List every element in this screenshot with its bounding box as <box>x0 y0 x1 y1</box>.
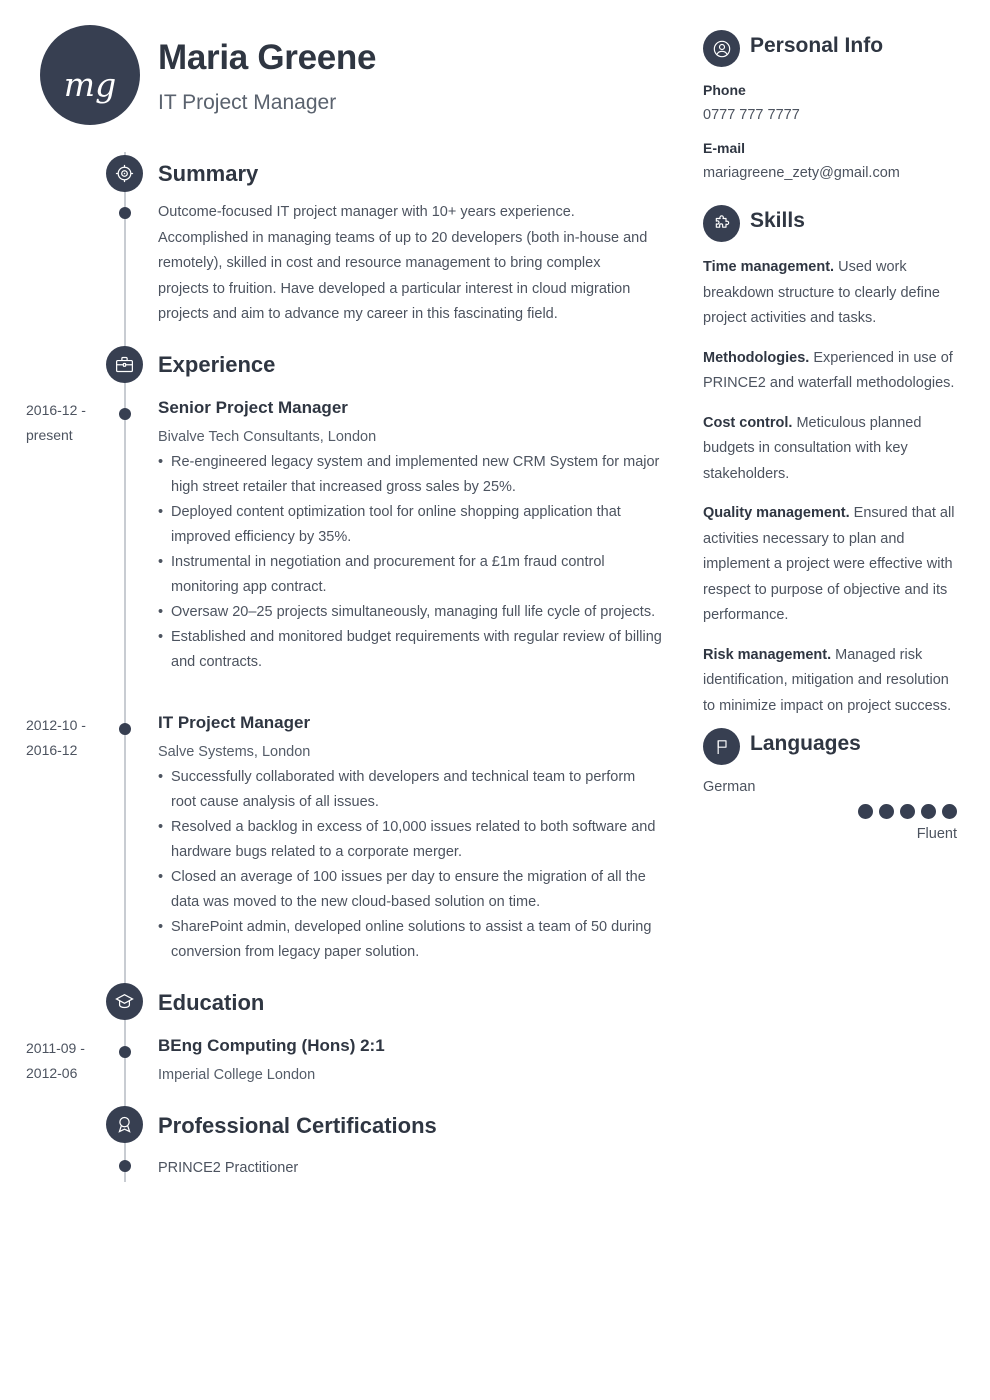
flag-icon <box>703 728 740 765</box>
user-icon <box>703 30 740 67</box>
list-item: • Successfully collaborated with developers and technical team to perform root cause analysis of all issues. <box>158 765 663 815</box>
entry-company: Salve Systems, London <box>158 744 311 760</box>
skill-item <box>703 643 961 720</box>
skill-description: Meticulous planned budgets in consultation with key stakeholders. <box>703 414 922 482</box>
graduation-cap-icon <box>106 983 143 1020</box>
field-label-phone: Phone <box>703 82 746 98</box>
skill-description: Experienced in use of PRINCE2 and waterfall methodologies. <box>703 349 955 391</box>
section-title-experience: Experience <box>158 352 276 377</box>
entry-degree: BEng Computing (Hons) 2:1 <box>158 1036 385 1055</box>
skill-name: Quality management. <box>703 505 850 521</box>
section-title-education: Education <box>158 990 265 1015</box>
field-value-email: mariagreene_zety@gmail.com <box>703 165 900 181</box>
skill-name: Time management. <box>703 259 835 275</box>
award-icon <box>106 1106 143 1143</box>
skill-name: Risk management. <box>703 646 832 663</box>
skill-item <box>703 411 961 488</box>
entry-date: 2011-09 - 2012-06 <box>26 1040 85 1081</box>
briefcase-icon <box>106 346 143 383</box>
target-icon <box>106 155 143 192</box>
section-title-certifications: Professional Certifications <box>158 1113 437 1138</box>
skill-item <box>703 346 961 397</box>
sidebar-title-personal-info: Personal Info <box>750 34 884 57</box>
personal-info-header <box>700 30 962 70</box>
skill-name: Methodologies. <box>703 349 810 366</box>
timeline-dot <box>119 207 131 219</box>
entry-bullets <box>158 765 663 965</box>
timeline-dot <box>119 1160 131 1172</box>
entry-company: Bivalve Tech Consultants, London <box>158 429 377 445</box>
timeline-dot <box>119 723 131 735</box>
entry-role: IT Project Manager <box>158 713 311 732</box>
page-title: Maria Greene <box>158 38 377 77</box>
skills-list <box>703 255 961 719</box>
sidebar-title-skills: Skills <box>750 209 805 232</box>
timeline-dot <box>119 1046 131 1058</box>
entry-date: 2012-10 - 2016-12 <box>26 717 86 758</box>
list-item: • Re-engineered legacy system and implemented new CRM System for major high street retailer that increased gross sales by 25%. <box>158 450 663 500</box>
list-item: • Oversaw 20–25 projects simultaneously, managing full life cycle of projects. <box>158 600 663 625</box>
level-dot <box>879 804 894 819</box>
list-item: • Closed an average of 100 issues per day to ensure the migration of all the data was moved to the new cloud-based solution on time. <box>158 865 663 915</box>
list-item: • Instrumental in negotiation and procurement for a £1m fraud control monitoring app contract. <box>158 550 663 600</box>
section-title-summary: Summary <box>158 161 259 186</box>
list-item: • Established and monitored budget requirements with regular review of billing and contracts. <box>158 625 663 675</box>
entry-role: Senior Project Manager <box>158 398 348 417</box>
sidebar-section-languages <box>700 728 962 842</box>
language-item <box>703 778 961 848</box>
level-dot <box>900 804 915 819</box>
skill-description: Used work breakdown structure to clearly define project activities and tasks. <box>703 259 940 326</box>
summary-text: Outcome-focused IT project manager with 10+ years experience. Accomplished in managing teams of up to 20 developers (both in-house and remotely), skilled in cost and resource management to bring complex projects to fruition. Have developed a particular interest in cloud migration projects and aim to advance my career in this fascinating field. <box>158 204 648 322</box>
skill-description: Managed risk identification, mitigation and resolution to minimize impact on project success. <box>703 646 952 714</box>
timeline-dot <box>119 408 131 420</box>
list-item: • Deployed content optimization tool for online shopping application that improved efficiency by 35%. <box>158 500 663 550</box>
sidebar <box>700 0 962 1400</box>
level-dot <box>942 804 957 819</box>
certification-item: PRINCE2 Practitioner <box>158 1160 299 1176</box>
sidebar-title-languages: Languages <box>750 732 861 755</box>
skill-item <box>703 255 961 332</box>
sidebar-section-personal-info <box>700 30 962 181</box>
language-level-dots <box>858 804 957 819</box>
sidebar-section-skills <box>700 205 962 714</box>
timeline-line <box>124 152 126 1182</box>
list-item: • Resolved a backlog in excess of 10,000 issues related to both software and hardware bugs related to a corporate merger. <box>158 815 663 865</box>
language-name: German <box>703 779 756 795</box>
avatar-initials: mg <box>63 64 117 104</box>
level-dot <box>921 804 936 819</box>
skills-header <box>700 205 962 245</box>
list-item: • SharePoint admin, developed online solutions to assist a team of 50 during conversion from legacy paper solution. <box>158 915 663 965</box>
header-job-title: IT Project Manager <box>158 91 337 114</box>
entry-school: Imperial College London <box>158 1067 316 1083</box>
skill-name: Cost control. <box>703 414 793 431</box>
entry-bullets <box>158 450 663 675</box>
skill-item <box>703 501 961 629</box>
puzzle-icon <box>703 205 740 242</box>
languages-header <box>700 728 962 768</box>
level-dot <box>858 804 873 819</box>
language-level-label: Fluent <box>916 826 957 842</box>
field-label-email: E-mail <box>703 140 746 156</box>
skill-description: Ensured that all activities necessary to plan and implement a project were effective with respect to purpose of objective and its performance. <box>703 505 955 623</box>
entry-date: 2016-12 - present <box>26 402 86 443</box>
field-value-phone: 0777 777 7777 <box>703 107 800 123</box>
